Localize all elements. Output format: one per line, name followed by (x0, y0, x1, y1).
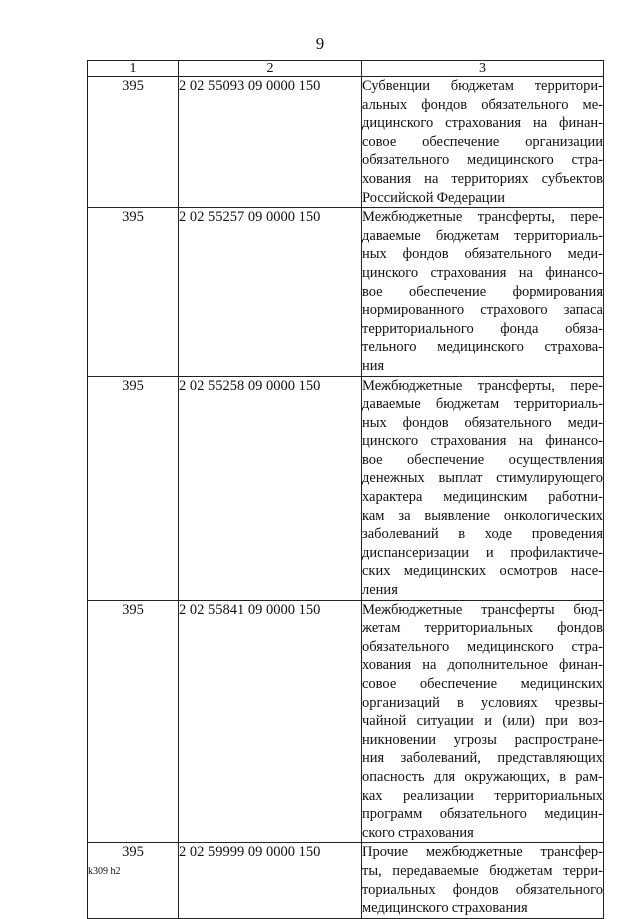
description-line: вое обеспечение формирования (362, 283, 603, 300)
page-number: 9 (315, 34, 325, 53)
description-line: чайной ситуации и (или) при воз- (362, 713, 603, 730)
description-line: нормированного страхового запаса (362, 302, 603, 319)
revenue-description-cell (362, 208, 604, 376)
budget-classification-code-cell: 2 02 59999 09 0000 150 (179, 843, 362, 918)
description-line: дицинского страхования на финан- (362, 115, 603, 132)
description-line: денежных выплат стимулирующего (362, 470, 603, 487)
admin-code-cell: 395 (88, 77, 179, 208)
admin-code-cell: 395 (88, 376, 179, 600)
description-line: Прочие межбюджетные трансфер- (362, 844, 603, 861)
description-line: характера медицинским работни- (362, 489, 603, 506)
description-line: хования на дополнительное финан- (362, 657, 603, 674)
description-line: кам за выявление онкологических (362, 507, 603, 524)
description-line: альных фондов обязательного ме- (362, 96, 603, 113)
description-line: ния заболеваний, представляющих (362, 750, 603, 767)
description-line: никновении угрозы распростране- (362, 731, 603, 748)
description-line: программ обязательного медицин- (362, 806, 603, 823)
description-line: вое обеспечение осуществления (362, 451, 603, 468)
revenue-description-cell (362, 376, 604, 600)
description-line: обязательного медицинского стра- (362, 638, 603, 655)
column-header-1: 1 (88, 61, 179, 77)
budget-codes-table (87, 60, 604, 919)
description-line: ных фондов обязательного меди- (362, 414, 603, 431)
description-line: даваемые бюджетам территориаль- (362, 396, 603, 413)
table-row (88, 208, 604, 376)
column-header-2: 2 (179, 61, 362, 77)
description-line: жетам территориальных фондов (362, 620, 603, 637)
description-line: заболеваний в ходе проведения (362, 526, 603, 543)
revenue-description-cell (362, 600, 604, 843)
table-header-row (88, 61, 604, 77)
description-line: даваемые бюджетам территориаль- (362, 227, 603, 244)
description-line: диспансеризации и профилактиче- (362, 544, 603, 561)
admin-code-cell: 395 (88, 208, 179, 376)
description-line: тельного медицинского страхова- (362, 339, 603, 356)
description-line: совое обеспечение медицинских (362, 676, 603, 692)
description-line: Межбюджетные трансферты бюд- (362, 601, 603, 618)
description-line: Межбюджетные трансферты, пере- (362, 209, 603, 226)
revenue-description-cell (362, 843, 604, 918)
column-header-3: 3 (362, 61, 604, 77)
description-line: ториальных фондов обязательного (362, 881, 603, 898)
description-line: ского страхования (362, 824, 474, 841)
description-line: медицинского страхования (362, 900, 528, 917)
description-line: ты, передаваемые бюджетам терри- (362, 862, 603, 879)
description-line: ных фондов обязательного меди- (362, 246, 603, 263)
description-line: совое обеспечение организации (362, 133, 603, 150)
description-line: опасность для окружающих, в рам- (362, 768, 603, 785)
description-line: ских медицинских осмотров насе- (362, 563, 603, 580)
table-row (88, 843, 604, 918)
revenue-description-cell (362, 77, 604, 208)
description-line: территориального фонда обяза- (362, 320, 603, 337)
description-line: хования на территориях субъектов (362, 170, 603, 187)
table-row (88, 600, 604, 843)
description-line: ления (362, 582, 398, 599)
budget-classification-code-cell: 2 02 55093 09 0000 150 (179, 77, 362, 208)
admin-code-cell: 395 (88, 843, 179, 918)
description-line: ния (362, 357, 385, 374)
budget-classification-code-cell: 2 02 55258 09 0000 150 (179, 376, 362, 600)
description-line: Межбюджетные трансферты, пере- (362, 377, 603, 394)
description-line: цинского страхования на финансо- (362, 264, 603, 281)
admin-code-cell: 395 (88, 600, 179, 843)
description-line: ках реализации территориальных (362, 787, 603, 804)
budget-classification-code-cell: 2 02 55841 09 0000 150 (179, 600, 362, 843)
table-row (88, 376, 604, 600)
description-line: цинского страхования на финансо- (362, 433, 603, 450)
table-row (88, 77, 604, 208)
description-line: обязательного медицинского стра- (362, 152, 603, 169)
document-footer-code: k309 h2 (88, 866, 121, 877)
description-line: Субвенции бюджетам территори- (362, 78, 603, 94)
budget-classification-code-cell: 2 02 55257 09 0000 150 (179, 208, 362, 376)
description-line: организаций в условиях чрезвы- (362, 694, 603, 711)
description-line: Российской Федерации (362, 189, 506, 206)
